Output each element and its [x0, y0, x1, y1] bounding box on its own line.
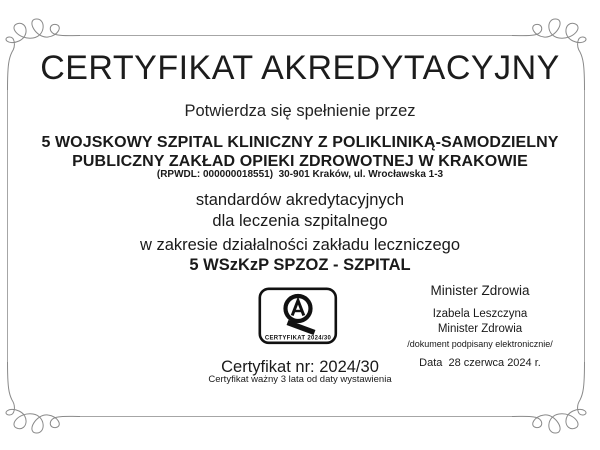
border-bottom-line	[80, 416, 512, 417]
accreditation-seal	[258, 287, 338, 345]
organization-name-line2: PUBLICZNY ZAKŁAD OPIEKI ZDROWOTNEJ W KRAKOWIE	[72, 153, 528, 170]
border-top-line	[80, 35, 512, 36]
scope-line: w zakresie działalności zakładu leczniczego	[139, 236, 461, 254]
validity-note: Certyfikat ważny 3 lata od daty wystawienia	[208, 374, 392, 385]
signature-note: /dokument podpisany elektronicznie/	[407, 338, 553, 349]
organization-name	[0, 133, 600, 171]
quality-mark-icon	[258, 287, 338, 345]
scope-text	[0, 236, 600, 275]
signature-date: Data 28 czerwca 2024 r.	[419, 356, 541, 369]
standards-line2: dla leczenia szpitalnego	[212, 211, 388, 230]
certificate-number: Certyfikat nr: 2024/30	[221, 358, 379, 376]
organization-name-line1: 5 WOJSKOWY SZPITAL KLINICZNY Z POLIKLINIKĄ-SAMODZIELNY	[41, 134, 559, 151]
certificate-title: CERTYFIKAT AKREDYTACYJNY	[40, 49, 560, 87]
seal-caption: CERTYFIKAT 2024/30	[264, 335, 332, 342]
signatory-name: Izabela Leszczyna	[432, 307, 528, 320]
intro-text: Potwierdza się spełnienie przez	[184, 102, 416, 120]
signature-block	[390, 284, 570, 369]
signatory-role: Minister Zdrowia	[437, 323, 523, 335]
signature-header: Minister Zdrowia	[430, 283, 530, 298]
facility-name: 5 WSzKzP SPZOZ - SZPITAL	[189, 255, 411, 274]
standards-text	[0, 190, 600, 231]
registration-info: (RPWDL: 000000018551) 30-901 Kraków, ul. Wrocławska 1-3	[156, 169, 444, 180]
standards-line1: standardów akredytacyjnych	[195, 191, 405, 209]
